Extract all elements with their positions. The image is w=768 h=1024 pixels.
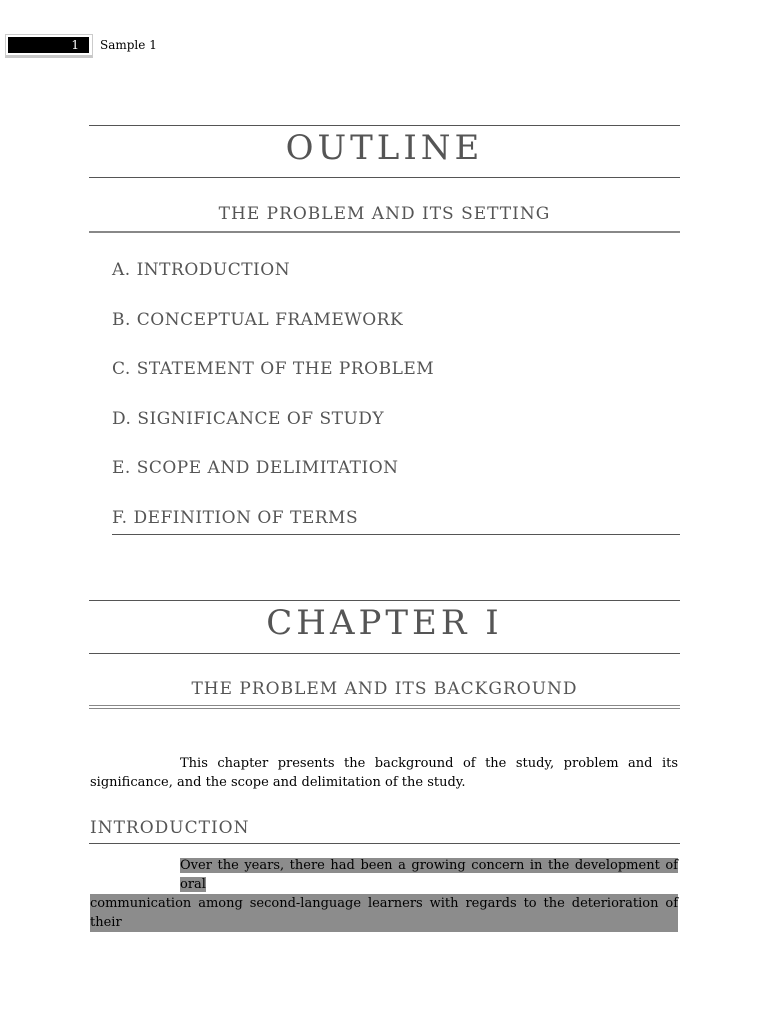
chapter-subtitle: THE PROBLEM AND ITS BACKGROUND (191, 679, 578, 699)
divider (89, 177, 680, 178)
header-title: Sample 1 (100, 38, 157, 52)
outline-subtitle: THE PROBLEM AND ITS SETTING (218, 204, 551, 224)
divider (89, 600, 680, 601)
intro-paragraph (90, 754, 678, 792)
chapter-title: CHAPTER I (266, 603, 503, 643)
divider (89, 231, 680, 233)
page-number: 1 (8, 37, 89, 53)
divider (89, 125, 680, 126)
outline-item: B. CONCEPTUAL FRAMEWORK (112, 310, 404, 330)
intro-paragraph-text: This chapter presents the background of the study, problem and its significance, and the scope and delimitation of the study. (90, 756, 678, 790)
divider (89, 843, 680, 844)
outline-title: OUTLINE (285, 128, 484, 168)
outline-item: E. SCOPE AND DELIMITATION (112, 458, 399, 478)
highlighted-line: Over the years, there had been a growing concern in the development of oral (180, 858, 678, 892)
divider (89, 705, 680, 709)
outline-item: F. DEFINITION OF TERMS (112, 508, 359, 528)
outline-item: D. SIGNIFICANCE OF STUDY (112, 409, 385, 429)
highlighted-line: communication among second-language learners with regards to the deterioration of their (90, 896, 678, 930)
outline-item: C. STATEMENT OF THE PROBLEM (112, 359, 435, 379)
highlighted-paragraph (90, 856, 678, 932)
divider (112, 534, 680, 535)
divider (89, 653, 680, 654)
outline-item: A. INTRODUCTION (112, 260, 291, 280)
section-heading: INTRODUCTION (90, 818, 250, 838)
